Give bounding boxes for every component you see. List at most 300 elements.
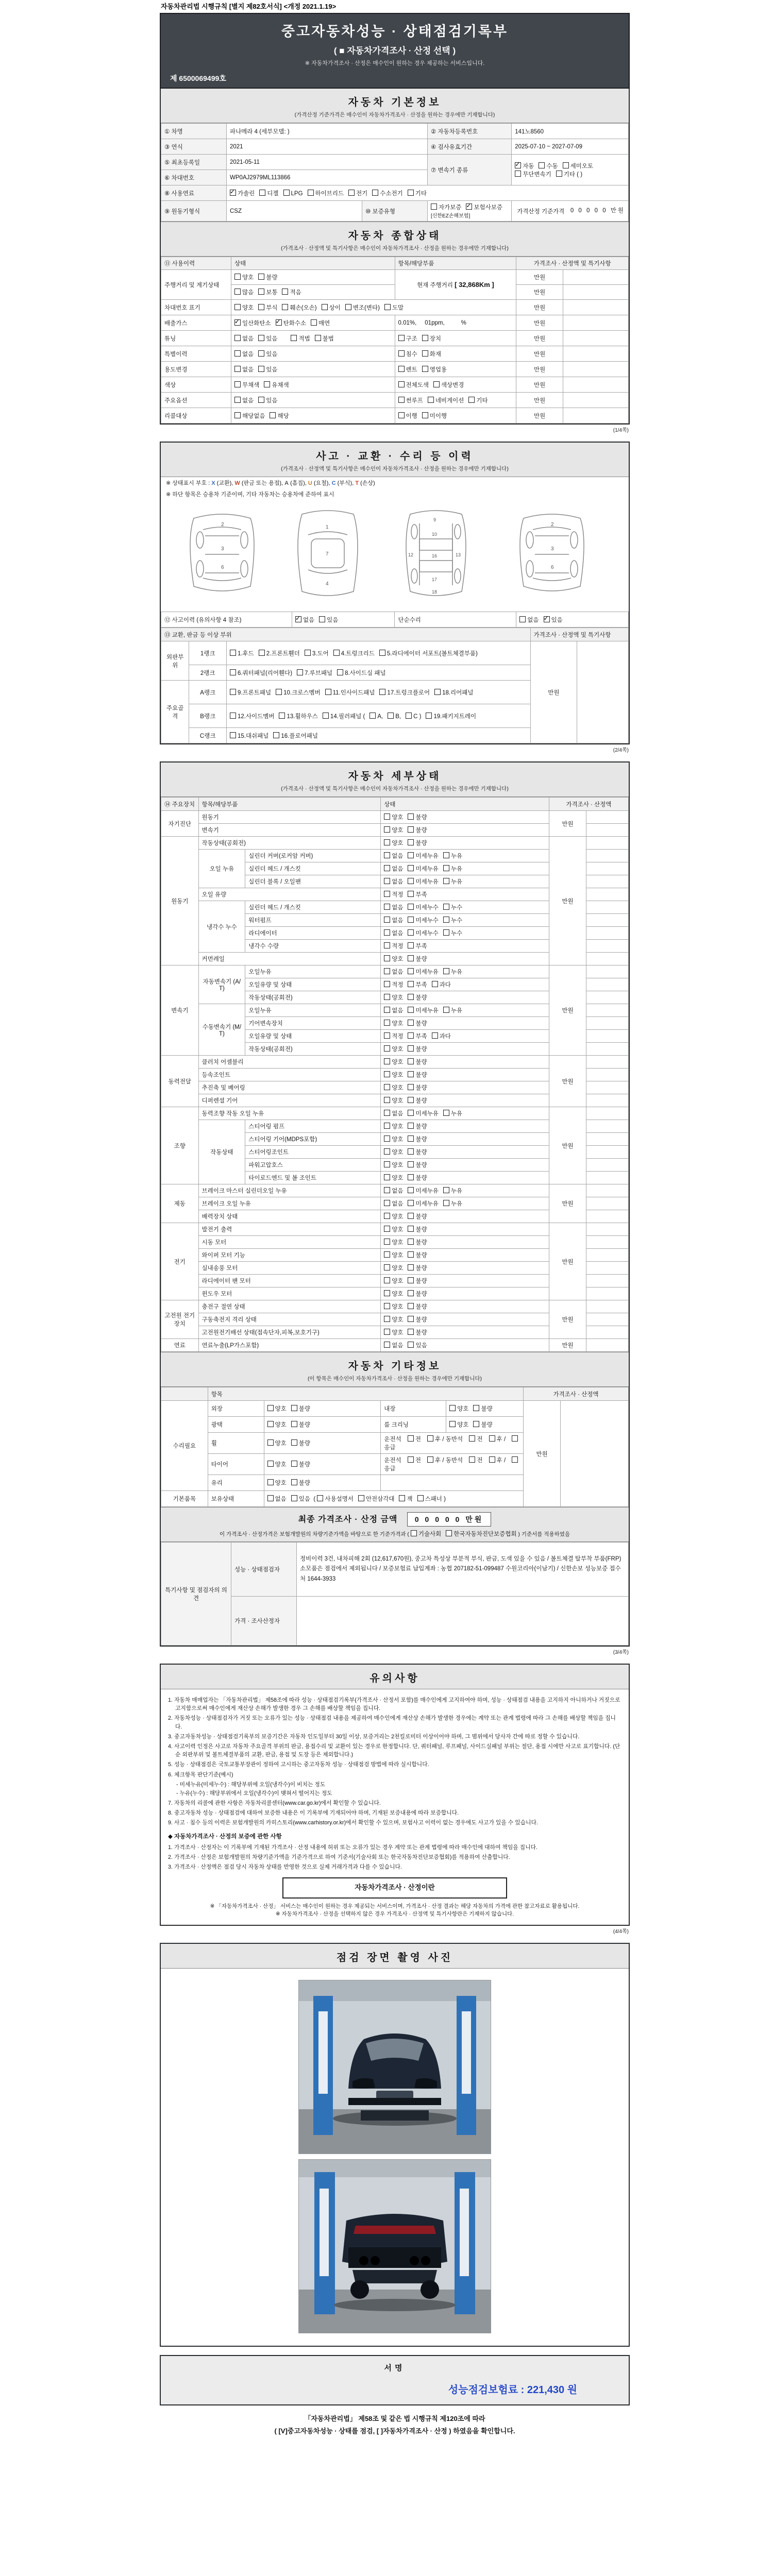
타이로드엔드 및 볼 조인트-checkbox[interactable] [408, 1174, 414, 1180]
스티어링 펌프-checkbox[interactable] [384, 1123, 390, 1129]
detail-item-state [381, 940, 549, 953]
작동상태(공회전)-checkbox[interactable] [408, 1045, 414, 1052]
변속기-checkbox[interactable] [384, 826, 390, 833]
주요옵션-checkbox[interactable] [234, 397, 241, 403]
transmission-checkbox[interactable] [515, 162, 521, 168]
클러치 어셈블리-checkbox[interactable] [408, 1058, 414, 1064]
시동 모터-checkbox[interactable] [384, 1239, 390, 1245]
2랭크-checkbox[interactable] [337, 669, 343, 675]
1랭크-checkbox[interactable] [259, 650, 265, 656]
연료누출(LP가스포함)-checkbox[interactable] [384, 1342, 390, 1348]
fuel-checkbox[interactable] [259, 190, 265, 196]
basic-supplies-checkbox[interactable] [399, 1495, 405, 1501]
definition-note: ※ 「자동차가격조사 · 산정」 서비스는 매수인이 원하는 경우 제공되는 서비스이며, 가격조사 · 산정 결과는 해당 자동차의 가격에 관한 참고자료로 활용됩니다. [210, 1903, 580, 1909]
position-checkbox[interactable] [512, 1435, 518, 1442]
remark-cell [563, 300, 629, 315]
색상-checkbox[interactable] [234, 381, 241, 387]
배출가스-checkbox[interactable] [276, 319, 282, 326]
fuel-checkbox[interactable] [408, 190, 414, 196]
simple-repair-checkbox[interactable] [519, 616, 526, 622]
fuel-checkbox[interactable] [348, 190, 355, 196]
detail-item-state [381, 1223, 549, 1236]
튜닝-item-checkbox[interactable] [398, 335, 405, 341]
휠-checkbox[interactable] [291, 1439, 297, 1446]
price-cell: 만원 [516, 300, 563, 315]
오일유량 및 상태-checkbox[interactable] [432, 981, 438, 987]
용도변경-checkbox[interactable] [258, 366, 264, 372]
브레이크 오일 누유-checkbox[interactable] [384, 1200, 390, 1206]
basic-items-checkbox[interactable] [267, 1495, 274, 1501]
legend-code-A: A [284, 480, 289, 486]
실린더 블록 / 오일팬-checkbox[interactable] [384, 878, 390, 884]
튜닝-item-checkbox[interactable] [422, 335, 428, 341]
주요옵션-item-label: 네비게이션 [435, 397, 464, 404]
실린더 헤드 / 개스킷-checkbox[interactable] [384, 865, 390, 871]
detail-price-cell: 만원 [549, 1107, 586, 1184]
원동기-checkbox[interactable] [408, 814, 414, 820]
실린더 헤드 / 개스킷-checkbox[interactable] [443, 865, 449, 871]
detail-item-label: 와이퍼 모터 기능 [198, 1249, 381, 1262]
position-checkbox[interactable] [408, 1435, 414, 1442]
1랭크-label: 3.도어 [312, 650, 329, 657]
실린더 블록 / 오일팬-checkbox[interactable] [408, 878, 414, 884]
오일유량 및 상태-checkbox[interactable] [432, 1032, 438, 1039]
스티어링 기어(MDPS포함)-checkbox[interactable] [408, 1136, 414, 1142]
오일누유-label: 누유 [450, 1008, 463, 1014]
워터펌프-checkbox[interactable] [443, 917, 449, 923]
작동상태(공회전)-checkbox[interactable] [408, 994, 414, 1000]
라디에이터 팬 모터-checkbox[interactable] [408, 1277, 414, 1283]
remark-cell [563, 331, 629, 346]
특별이력-item-checkbox[interactable] [398, 350, 405, 357]
B랭크-checkbox[interactable] [388, 713, 394, 719]
디퍼렌셜 기어-label: 양호 [392, 1098, 404, 1104]
reg-no-value: 141노8560 [512, 124, 629, 139]
fuel-label: 기타 [415, 190, 427, 197]
색상-item-checkbox[interactable] [433, 381, 440, 387]
룸 크리닝-checkbox[interactable] [473, 1421, 479, 1427]
배출가스-checkbox[interactable] [311, 319, 317, 326]
커먼레일-checkbox[interactable] [384, 955, 390, 961]
transmission-checkbox[interactable] [563, 162, 569, 168]
광택-checkbox[interactable] [291, 1421, 297, 1427]
색상-checkbox[interactable] [264, 381, 270, 387]
detail-subgroup-label: 냉각수 누수 [198, 901, 245, 953]
comp-col-state: 상태 [231, 257, 395, 270]
accident-history-checkbox[interactable] [295, 616, 301, 622]
등속조인트-checkbox[interactable] [408, 1071, 414, 1077]
고전원전기배선 상태(접속단자,피복,보호기구)-checkbox[interactable] [408, 1329, 414, 1335]
스티어링조인트-checkbox[interactable] [384, 1148, 390, 1155]
추진축 및 베어링-label: 불량 [415, 1085, 427, 1091]
detail-remark-cell [586, 927, 629, 940]
simple-repair-label: 있음 [551, 617, 563, 623]
A랭크-checkbox[interactable] [325, 689, 331, 695]
comp-row-item [395, 346, 516, 362]
리콜대상-checkbox[interactable] [234, 412, 241, 418]
브레이크 오일 누유-checkbox[interactable] [408, 1200, 414, 1206]
오일유량 및 상태-checkbox[interactable] [384, 1032, 390, 1039]
fuel-options [226, 185, 628, 201]
휠-checkbox[interactable] [267, 1439, 274, 1446]
transmission-checkbox[interactable] [539, 162, 545, 168]
배력장치 상태-checkbox[interactable] [408, 1213, 414, 1219]
position-checkbox[interactable] [489, 1435, 495, 1442]
year-value: 2021 [226, 139, 427, 155]
작동상태(공회전)-checkbox[interactable] [408, 839, 414, 845]
냉각수 수량-checkbox[interactable] [408, 942, 414, 948]
특별이력-checkbox[interactable] [234, 350, 241, 357]
basic-items-checkbox[interactable] [291, 1495, 297, 1501]
detail-remark-cell [586, 978, 629, 991]
오일누유-checkbox[interactable] [384, 1007, 390, 1013]
오일누유-checkbox[interactable] [408, 1007, 414, 1013]
misc-item-b-label: 룸 크리닝 [381, 1417, 446, 1433]
position-checkbox[interactable] [512, 1456, 518, 1463]
내장-checkbox[interactable] [449, 1405, 456, 1411]
1랭크-checkbox[interactable] [305, 650, 311, 656]
legend-desc: (부식) [337, 480, 352, 486]
warranty-insurer: [신한EZ손해보험] [430, 213, 470, 219]
2랭크-checkbox[interactable] [230, 669, 236, 675]
작동상태(공회전)-checkbox[interactable] [384, 839, 390, 845]
색상-item-checkbox[interactable] [398, 381, 405, 387]
B랭크-checkbox[interactable] [230, 713, 236, 719]
C랭크-checkbox[interactable] [230, 732, 236, 738]
발전기 출력-checkbox[interactable] [384, 1226, 390, 1232]
repair-needed-group: 수리필요 [161, 1401, 208, 1491]
실린더 블록 / 오일팬-checkbox[interactable] [443, 878, 449, 884]
파워고압호스-checkbox[interactable] [408, 1161, 414, 1167]
odometer-checkbox[interactable] [234, 289, 241, 295]
A랭크-checkbox[interactable] [276, 689, 282, 695]
오일누유-checkbox[interactable] [443, 1007, 449, 1013]
실린더 커버(로커암 커버)-checkbox[interactable] [408, 852, 414, 858]
시동 모터-checkbox[interactable] [408, 1239, 414, 1245]
odometer-checkbox[interactable] [282, 289, 288, 295]
외장-checkbox[interactable] [267, 1405, 274, 1411]
등속조인트-label: 양호 [392, 1072, 404, 1078]
warranty-label: 자가보증 [438, 205, 462, 211]
용도변경-checkbox[interactable] [234, 366, 241, 372]
주요옵션-item-checkbox[interactable] [398, 397, 405, 403]
detail-item-state [381, 1313, 549, 1326]
파워고압호스-checkbox[interactable] [384, 1161, 390, 1167]
B랭크-checkbox[interactable] [406, 713, 412, 719]
원동기-checkbox[interactable] [384, 814, 390, 820]
오일 유량-checkbox[interactable] [384, 891, 390, 897]
misc-item-empty [381, 1475, 524, 1491]
1랭크-checkbox[interactable] [379, 650, 385, 656]
rank-label: A랭크 [189, 681, 227, 704]
B랭크-label: C ) [413, 713, 422, 720]
광택-label: 불량 [298, 1422, 310, 1428]
detail-item-state [381, 914, 549, 927]
fuel-checkbox[interactable] [230, 190, 236, 196]
warranty-label: ⑩ 보증유형 [362, 201, 427, 222]
B랭크-checkbox[interactable] [323, 713, 329, 719]
디퍼렌셜 기어-checkbox[interactable] [384, 1097, 390, 1103]
기어변속장치-checkbox[interactable] [384, 1020, 390, 1026]
fuel-checkbox[interactable] [372, 190, 378, 196]
detail-item-state [381, 1287, 549, 1300]
기어변속장치-checkbox[interactable] [408, 1020, 414, 1026]
배력장치 상태-checkbox[interactable] [384, 1213, 390, 1219]
차대번호 표기-checkbox[interactable] [384, 304, 391, 310]
실내송풍 모터-checkbox[interactable] [384, 1264, 390, 1270]
오일누유-label: 미세누유 [415, 1008, 439, 1014]
동력조향 작동 오일 누유-checkbox[interactable] [443, 1110, 449, 1116]
리콜대상-item-checkbox[interactable] [422, 412, 428, 418]
오일누유-checkbox[interactable] [384, 968, 390, 974]
오일누유-checkbox[interactable] [408, 968, 414, 974]
라디에이터-checkbox[interactable] [384, 929, 390, 936]
standard-body-checkbox[interactable] [446, 1530, 452, 1536]
유리-label: 양호 [275, 1480, 287, 1486]
충전구 절연 상태-checkbox[interactable] [408, 1303, 414, 1309]
주요옵션-item-checkbox[interactable] [468, 397, 475, 403]
실내송풍 모터-label: 불량 [415, 1265, 427, 1272]
내장-checkbox[interactable] [473, 1405, 479, 1411]
B랭크-checkbox[interactable] [426, 713, 432, 719]
충전구 절연 상태-label: 양호 [392, 1304, 404, 1310]
튜닝-label: 불법 [322, 335, 334, 342]
차대번호 표기-checkbox[interactable] [282, 304, 288, 310]
1랭크-checkbox[interactable] [230, 650, 236, 656]
커먼레일-checkbox[interactable] [408, 955, 414, 961]
A랭크-checkbox[interactable] [230, 689, 236, 695]
클러치 어셈블리-checkbox[interactable] [384, 1058, 390, 1064]
배출가스-checkbox[interactable] [234, 319, 241, 326]
실린더 커버(로커암 커버)-checkbox[interactable] [384, 852, 390, 858]
standard-body-checkbox[interactable] [411, 1530, 417, 1536]
실린더 헤드 / 개스킷-checkbox[interactable] [443, 904, 449, 910]
리콜대상-checkbox[interactable] [270, 412, 276, 418]
detail-col-price: 가격조사 · 산정액 [549, 798, 628, 811]
실린더 헤드 / 개스킷-checkbox[interactable] [408, 904, 414, 910]
타이어-checkbox[interactable] [267, 1461, 274, 1467]
misc-item-b-label: 내장 [381, 1401, 446, 1417]
와이퍼 모터 기능-checkbox[interactable] [384, 1251, 390, 1258]
타이로드엔드 및 볼 조인트-checkbox[interactable] [384, 1174, 390, 1180]
실내송풍 모터-checkbox[interactable] [408, 1264, 414, 1270]
오일유량 및 상태-checkbox[interactable] [408, 1032, 414, 1039]
추진축 및 베어링-checkbox[interactable] [384, 1084, 390, 1090]
구동축전지 격리 상태-checkbox[interactable] [384, 1316, 390, 1322]
B랭크-checkbox[interactable] [279, 713, 285, 719]
동력조향 작동 오일 누유-checkbox[interactable] [408, 1110, 414, 1116]
detail-item-state [381, 965, 549, 978]
주요옵션-checkbox[interactable] [258, 397, 264, 403]
basic-supplies-checkbox[interactable] [358, 1495, 364, 1501]
변속기-checkbox[interactable] [408, 826, 414, 833]
warranty-checkbox[interactable] [466, 204, 472, 210]
page-marker-2: (2/4쪽) [613, 748, 629, 753]
스티어링 기어(MDPS포함)-checkbox[interactable] [384, 1136, 390, 1142]
용도변경-item-label: 영업용 [429, 366, 447, 373]
타이어-checkbox[interactable] [291, 1461, 297, 1467]
car-name-label: ① 차명 [161, 124, 227, 139]
misc-item-a-label: 광택 [208, 1417, 264, 1433]
주요옵션-item-checkbox[interactable] [428, 397, 434, 403]
발전기 출력-checkbox[interactable] [408, 1226, 414, 1232]
detail-item-label: 라디에이터 [245, 927, 381, 940]
윈도우 모터-checkbox[interactable] [384, 1290, 390, 1296]
용도변경-item-checkbox[interactable] [422, 366, 428, 372]
detail-remark-cell [586, 850, 629, 862]
구동축전지 격리 상태-checkbox[interactable] [408, 1316, 414, 1322]
라디에이터-checkbox[interactable] [408, 929, 414, 936]
룸 크리닝-label: 불량 [481, 1422, 493, 1428]
B랭크-checkbox[interactable] [369, 713, 376, 719]
튜닝-checkbox[interactable] [291, 335, 297, 341]
차대번호 표기-checkbox[interactable] [345, 304, 351, 310]
실린더 헤드 / 개스킷-checkbox[interactable] [384, 904, 390, 910]
차대번호 표기-label: 훼손(오손) [290, 304, 317, 311]
detail-item-state [381, 875, 549, 888]
작동상태(공회전)-checkbox[interactable] [384, 1045, 390, 1052]
광택-checkbox[interactable] [267, 1421, 274, 1427]
footer-line2: ( [V]중고자동차성능 · 상태를 점검, [ ]자동차가격조사 · 산정 ) 하였음을 확인합니다. [274, 2427, 515, 2435]
position-checkbox[interactable] [427, 1456, 433, 1463]
position-checkbox[interactable] [469, 1435, 475, 1442]
브레이크 마스터 실린더오일 누유-checkbox[interactable] [408, 1187, 414, 1193]
transmission-checkbox[interactable] [515, 171, 521, 177]
odometer-checkbox[interactable] [258, 289, 264, 295]
튜닝-checkbox[interactable] [234, 335, 241, 341]
윈도우 모터-checkbox[interactable] [408, 1290, 414, 1296]
accident-history-checkbox[interactable] [319, 616, 325, 622]
라디에이터 팬 모터-label: 불량 [415, 1278, 427, 1284]
simple-repair-checkbox[interactable] [544, 616, 550, 622]
유리-checkbox[interactable] [291, 1479, 297, 1485]
브레이크 마스터 실린더오일 누유-checkbox[interactable] [384, 1187, 390, 1193]
충전구 절연 상태-checkbox[interactable] [384, 1303, 390, 1309]
차대번호 표기-checkbox[interactable] [234, 304, 241, 310]
A랭크-checkbox[interactable] [379, 689, 385, 695]
mileage-checkbox[interactable] [234, 274, 241, 280]
position-checkbox[interactable] [489, 1456, 495, 1463]
동력조향 작동 오일 누유-checkbox[interactable] [384, 1110, 390, 1116]
report-title: 중고자동차성능 · 상태점검기록부 [281, 24, 509, 39]
page-marker-3: (3/4쪽) [613, 1650, 629, 1655]
1랭크-label: 4.트렁크리드 [341, 650, 375, 657]
legend-desc: (판금 또는 용접) [241, 480, 282, 486]
panel-group-label: 외판부위 [161, 641, 189, 681]
타이로드엔드 및 볼 조인트-label: 불량 [415, 1175, 427, 1181]
차대번호 표기-checkbox[interactable] [258, 304, 264, 310]
warranty-checkbox[interactable] [431, 204, 437, 210]
연료누출(LP가스포함)-checkbox[interactable] [408, 1342, 414, 1348]
A랭크-label: 10.크로스멤버 [283, 689, 321, 696]
고전원전기배선 상태(접속단자,피복,보호기구)-label: 불량 [415, 1330, 427, 1336]
basic-supplies-checkbox[interactable] [317, 1495, 323, 1501]
특별이력-checkbox[interactable] [258, 350, 264, 357]
스티어링조인트-checkbox[interactable] [408, 1148, 414, 1155]
detail-item-label: 스티어링 기어(MDPS포함) [245, 1133, 381, 1146]
발전기 출력-label: 양호 [392, 1227, 404, 1233]
고전원전기배선 상태(접속단자,피복,보호기구)-checkbox[interactable] [384, 1329, 390, 1335]
fuel-label: 가솔린 [237, 190, 255, 197]
C랭크-checkbox[interactable] [273, 732, 279, 738]
transmission-checkbox[interactable] [556, 171, 562, 177]
튜닝-checkbox[interactable] [315, 335, 321, 341]
라디에이터-checkbox[interactable] [443, 929, 449, 936]
misc-item-a-state [264, 1454, 381, 1475]
position-checkbox[interactable] [408, 1456, 414, 1463]
fuel-checkbox[interactable] [283, 190, 290, 196]
라디에이터 팬 모터-checkbox[interactable] [384, 1277, 390, 1283]
라디에이터-label: 누수 [450, 930, 463, 937]
유리-checkbox[interactable] [267, 1479, 274, 1485]
작동상태(공회전)-checkbox[interactable] [384, 994, 390, 1000]
rank-parts [226, 728, 530, 743]
basic-supplies-checkbox[interactable] [417, 1495, 424, 1501]
오일누유-checkbox[interactable] [443, 968, 449, 974]
misc-item-a-label: 유리 [208, 1475, 264, 1491]
base-price-value: 0 0 0 0 0 만원 [570, 207, 625, 214]
실린더 커버(로커암 커버)-checkbox[interactable] [443, 852, 449, 858]
튜닝-checkbox[interactable] [258, 335, 264, 341]
룸 크리닝-checkbox[interactable] [449, 1421, 456, 1427]
fuel-checkbox[interactable] [308, 190, 314, 196]
detail-remark-cell [586, 862, 629, 875]
detail-price-cell: 만원 [549, 1300, 586, 1339]
position-checkbox[interactable] [469, 1456, 475, 1463]
warranty-label: 보험사보증 [474, 205, 502, 211]
디퍼렌셜 기어-checkbox[interactable] [408, 1097, 414, 1103]
냉각수 수량-checkbox[interactable] [384, 942, 390, 948]
실린더 헤드 / 개스킷-label: 없음 [392, 866, 404, 872]
2랭크-checkbox[interactable] [297, 669, 303, 675]
실린더 헤드 / 개스킷-checkbox[interactable] [408, 865, 414, 871]
vin-value: WP0AJ2979ML113866 [226, 170, 427, 185]
A랭크-checkbox[interactable] [434, 689, 441, 695]
오일유량 및 상태-checkbox[interactable] [384, 981, 390, 987]
position-checkbox[interactable] [427, 1435, 433, 1442]
status-code-legend: ※ 상태표시 부호 : X (교환), W (판금 또는 용접), A (흠집), U (요철), C (부식), T (손상) [166, 480, 375, 486]
등속조인트-checkbox[interactable] [384, 1071, 390, 1077]
용도변경-item-checkbox[interactable] [398, 366, 405, 372]
misc-item-extra: 운전석 전 후 / 동반석 전 후 / 응급 [381, 1433, 524, 1454]
report-sheet [160, 0, 630, 2437]
panel-group-label: 주요골격 [161, 681, 189, 743]
원동기-label: 양호 [392, 815, 404, 821]
라디에이터-label: 미세누수 [415, 930, 439, 937]
스티어링 펌프-checkbox[interactable] [408, 1123, 414, 1129]
특별이력-item-checkbox[interactable] [422, 350, 428, 357]
브레이크 마스터 실린더오일 누유-checkbox[interactable] [443, 1187, 449, 1193]
opinions-label: 특기사항 및 점검자의 의견 [161, 1543, 231, 1646]
price-cell: 만원 [516, 315, 563, 331]
photo-rear-view-car-on-lift [298, 2159, 491, 2333]
브레이크 오일 누유-checkbox[interactable] [443, 1200, 449, 1206]
와이퍼 모터 기능-checkbox[interactable] [408, 1251, 414, 1258]
1랭크-checkbox[interactable] [333, 650, 340, 656]
차대번호 표기-checkbox[interactable] [322, 304, 328, 310]
detail-remark-cell [586, 1236, 629, 1249]
mileage-checkbox[interactable] [258, 274, 264, 280]
리콜대상-item-checkbox[interactable] [398, 412, 405, 418]
워터펌프-checkbox[interactable] [408, 917, 414, 923]
fuel-label: 전기 [356, 190, 368, 197]
detail-remark-cell [586, 953, 629, 965]
추진축 및 베어링-checkbox[interactable] [408, 1084, 414, 1090]
워터펌프-checkbox[interactable] [384, 917, 390, 923]
오일유량 및 상태-checkbox[interactable] [408, 981, 414, 987]
오일 유량-checkbox[interactable] [408, 891, 414, 897]
외장-checkbox[interactable] [291, 1405, 297, 1411]
